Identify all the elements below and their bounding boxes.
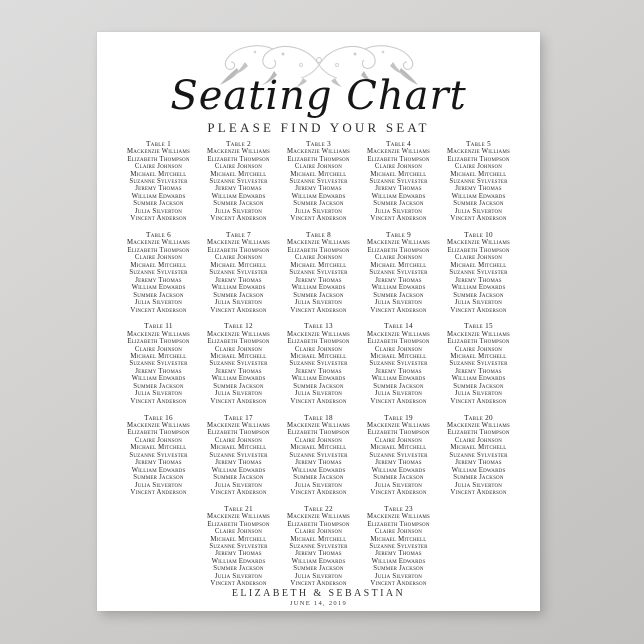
guest-name: Michael Mitchell	[370, 444, 427, 452]
guest-name: Claire Johnson	[294, 345, 343, 353]
guest-name: Elizabeth Thompson	[287, 155, 350, 163]
guest-name: Suzanne Sylvester	[449, 178, 508, 186]
table-block	[359, 140, 439, 223]
guest-name: Summer Jackson	[373, 565, 424, 573]
guest-name: Julia Silverton	[294, 481, 343, 489]
table-block	[439, 231, 519, 314]
guest-name: Elizabeth Thompson	[207, 246, 270, 254]
table-label: Table 17	[224, 413, 253, 422]
guest-name: Summer Jackson	[133, 291, 184, 299]
guest-name: Mackenzie Williams	[287, 148, 350, 156]
guest-name: Summer Jackson	[133, 474, 184, 482]
guest-name: Suzanne Sylvester	[209, 178, 268, 186]
guest-name: Vincent Anderson	[370, 306, 427, 314]
table-label: Table 8	[306, 231, 331, 240]
table-label: Table 5	[466, 140, 491, 148]
guest-name: Elizabeth Thompson	[127, 338, 190, 346]
poster-footer	[97, 588, 540, 608]
guest-name: Elizabeth Thompson	[447, 155, 510, 163]
guest-name: Jeremy Thomas	[295, 459, 342, 467]
guest-name: Elizabeth Thompson	[127, 246, 190, 254]
guest-name: Claire Johnson	[454, 254, 503, 262]
guest-name: Claire Johnson	[454, 345, 503, 353]
guest-name: Claire Johnson	[214, 528, 263, 536]
guest-name: Jeremy Thomas	[215, 550, 262, 558]
guest-name: Summer Jackson	[373, 474, 424, 482]
guest-name: Julia Silverton	[294, 207, 343, 215]
guest-name: Jeremy Thomas	[135, 185, 182, 193]
guest-name: Claire Johnson	[134, 163, 183, 171]
guest-name: Mackenzie Williams	[287, 513, 350, 521]
guest-name: Julia Silverton	[134, 481, 183, 489]
table-block	[359, 231, 439, 314]
guest-name: Suzanne Sylvester	[129, 451, 188, 459]
table-label: Table 6	[146, 231, 171, 240]
guest-name: Vincent Anderson	[370, 580, 427, 588]
guest-name: Jeremy Thomas	[135, 459, 182, 467]
guest-name: Summer Jackson	[453, 200, 504, 208]
guest-name: Claire Johnson	[214, 436, 263, 444]
guest-name: Vincent Anderson	[130, 215, 187, 223]
table-block	[279, 231, 359, 314]
guest-name: Claire Johnson	[454, 436, 503, 444]
table-label: Table 10	[464, 231, 493, 240]
guest-name: Julia Silverton	[374, 299, 423, 307]
guest-name: Michael Mitchell	[370, 170, 427, 178]
poster-subtitle: PLEASE FIND YOUR SEAT	[207, 120, 430, 135]
guest-name: William Edwards	[451, 284, 506, 292]
guest-name: William Edwards	[371, 466, 426, 474]
guest-name: Vincent Anderson	[130, 397, 187, 405]
guest-name: Mackenzie Williams	[447, 421, 510, 429]
table-block	[359, 505, 439, 588]
guest-name: Jeremy Thomas	[375, 459, 422, 467]
guest-name: Elizabeth Thompson	[447, 429, 510, 437]
guest-name: William Edwards	[451, 466, 506, 474]
guest-name: Michael Mitchell	[130, 444, 187, 452]
guest-name: Vincent Anderson	[290, 215, 347, 223]
table-block	[279, 322, 359, 405]
guest-name: Claire Johnson	[134, 436, 183, 444]
guest-name: Mackenzie Williams	[207, 330, 270, 338]
guest-name: Claire Johnson	[374, 436, 423, 444]
guest-name: Jeremy Thomas	[375, 367, 422, 375]
guest-name: William Edwards	[371, 557, 426, 565]
guest-name: William Edwards	[291, 375, 346, 383]
guest-name: Suzanne Sylvester	[209, 542, 268, 550]
guest-name: Vincent Anderson	[450, 306, 507, 314]
guest-name: Jeremy Thomas	[375, 185, 422, 193]
guest-name: Suzanne Sylvester	[289, 360, 348, 368]
guest-name: Elizabeth Thompson	[127, 155, 190, 163]
guest-name: Summer Jackson	[213, 474, 264, 482]
guest-name: Julia Silverton	[374, 572, 423, 580]
guest-name: Michael Mitchell	[450, 261, 507, 269]
guest-name: William Edwards	[371, 284, 426, 292]
guest-name: Jeremy Thomas	[375, 550, 422, 558]
table-block	[279, 414, 359, 497]
guest-name: Summer Jackson	[453, 474, 504, 482]
guest-name: Vincent Anderson	[290, 397, 347, 405]
table-block	[439, 322, 519, 405]
guest-name: Claire Johnson	[214, 163, 263, 171]
guest-name: Claire Johnson	[374, 345, 423, 353]
guest-name: Jeremy Thomas	[215, 459, 262, 467]
guest-name: Jeremy Thomas	[295, 367, 342, 375]
guest-name: Elizabeth Thompson	[367, 520, 430, 528]
guest-name: William Edwards	[451, 192, 506, 200]
guest-name: Elizabeth Thompson	[367, 338, 430, 346]
guest-name: Michael Mitchell	[370, 535, 427, 543]
guest-name: Mackenzie Williams	[207, 148, 270, 156]
guest-name: Suzanne Sylvester	[289, 178, 348, 186]
guest-name: Michael Mitchell	[210, 535, 267, 543]
guest-name: William Edwards	[291, 557, 346, 565]
guest-name: Michael Mitchell	[210, 170, 267, 178]
table-block	[119, 322, 199, 405]
guest-name: William Edwards	[371, 375, 426, 383]
guest-name: Michael Mitchell	[370, 261, 427, 269]
guest-name: Julia Silverton	[294, 299, 343, 307]
guest-name: Claire Johnson	[374, 528, 423, 536]
guest-name: Elizabeth Thompson	[447, 246, 510, 254]
guest-name: Julia Silverton	[374, 207, 423, 215]
table-label: Table 20	[464, 413, 493, 422]
guest-name: Mackenzie Williams	[207, 513, 270, 521]
guest-name: Mackenzie Williams	[447, 239, 510, 247]
guest-name: Suzanne Sylvester	[369, 360, 428, 368]
table-label: Table 7	[226, 231, 251, 240]
guest-name: Jeremy Thomas	[455, 185, 502, 193]
guest-name: Jeremy Thomas	[455, 276, 502, 284]
guest-name: Suzanne Sylvester	[209, 451, 268, 459]
guest-name: Vincent Anderson	[370, 488, 427, 496]
guest-name: Elizabeth Thompson	[287, 520, 350, 528]
table-label: Table 2	[226, 140, 251, 148]
guest-name: Mackenzie Williams	[207, 421, 270, 429]
guest-name: Mackenzie Williams	[447, 148, 510, 156]
guest-name: Jeremy Thomas	[295, 185, 342, 193]
guest-name: William Edwards	[211, 375, 266, 383]
guest-name: Elizabeth Thompson	[287, 429, 350, 437]
guest-name: Elizabeth Thompson	[367, 246, 430, 254]
guest-name: Michael Mitchell	[370, 353, 427, 361]
guest-name: Michael Mitchell	[450, 170, 507, 178]
table-label: Table 18	[304, 413, 333, 422]
guest-name: Mackenzie Williams	[367, 421, 430, 429]
guest-name: Claire Johnson	[294, 436, 343, 444]
guest-name: Jeremy Thomas	[295, 276, 342, 284]
guest-name: Elizabeth Thompson	[207, 429, 270, 437]
guest-name: Michael Mitchell	[450, 353, 507, 361]
table-label: Table 21	[224, 504, 253, 513]
guest-name: Vincent Anderson	[290, 488, 347, 496]
guest-name: William Edwards	[131, 284, 186, 292]
guest-name: Mackenzie Williams	[287, 330, 350, 338]
guest-name: Claire Johnson	[134, 254, 183, 262]
table-block	[199, 505, 279, 588]
guest-name: Suzanne Sylvester	[129, 178, 188, 186]
guest-name: William Edwards	[131, 192, 186, 200]
guest-name: Julia Silverton	[134, 207, 183, 215]
guest-name: Mackenzie Williams	[127, 421, 190, 429]
guest-name: Julia Silverton	[214, 390, 263, 398]
guest-name: Michael Mitchell	[210, 353, 267, 361]
guest-name: Mackenzie Williams	[367, 148, 430, 156]
guest-name: Julia Silverton	[294, 572, 343, 580]
guest-name: Suzanne Sylvester	[209, 360, 268, 368]
guest-name: Claire Johnson	[214, 345, 263, 353]
table-label: Table 19	[384, 413, 413, 422]
tables-grid	[118, 140, 519, 596]
guest-name: Vincent Anderson	[450, 215, 507, 223]
guest-name: Jeremy Thomas	[215, 276, 262, 284]
guest-name: Summer Jackson	[293, 200, 344, 208]
guest-name: Julia Silverton	[454, 299, 503, 307]
guest-name: Elizabeth Thompson	[207, 155, 270, 163]
guest-name: Suzanne Sylvester	[449, 269, 508, 277]
table-label: Table 15	[464, 322, 493, 331]
guest-name: Summer Jackson	[213, 291, 264, 299]
guest-name: Vincent Anderson	[450, 397, 507, 405]
guest-name: Julia Silverton	[454, 207, 503, 215]
table-label: Table 1	[146, 140, 171, 148]
guest-name: Vincent Anderson	[450, 488, 507, 496]
guest-name: Michael Mitchell	[130, 353, 187, 361]
guest-name: Elizabeth Thompson	[447, 338, 510, 346]
table-label: Table 12	[224, 322, 253, 331]
guest-name: William Edwards	[211, 192, 266, 200]
table-label: Table 4	[386, 140, 411, 148]
guest-name: Mackenzie Williams	[447, 330, 510, 338]
guest-name: Julia Silverton	[214, 207, 263, 215]
guest-name: Vincent Anderson	[210, 306, 267, 314]
guest-name: Suzanne Sylvester	[289, 451, 348, 459]
guest-name: Summer Jackson	[453, 382, 504, 390]
guest-name: Michael Mitchell	[450, 444, 507, 452]
guest-name: Suzanne Sylvester	[129, 360, 188, 368]
guest-name: Summer Jackson	[373, 382, 424, 390]
guest-name: Claire Johnson	[294, 163, 343, 171]
guest-name: Summer Jackson	[133, 200, 184, 208]
guest-name: Summer Jackson	[293, 474, 344, 482]
guest-name: Suzanne Sylvester	[209, 269, 268, 277]
guest-name: Summer Jackson	[373, 200, 424, 208]
table-block	[199, 322, 279, 405]
guest-name: Claire Johnson	[454, 163, 503, 171]
guest-name: Mackenzie Williams	[367, 513, 430, 521]
table-label: Table 3	[306, 140, 331, 148]
guest-name: Mackenzie Williams	[207, 239, 270, 247]
guest-name: William Edwards	[211, 284, 266, 292]
guest-name: Elizabeth Thompson	[367, 429, 430, 437]
table-block	[119, 231, 199, 314]
guest-name: Vincent Anderson	[210, 215, 267, 223]
guest-name: Julia Silverton	[214, 299, 263, 307]
table-label: Table 11	[144, 322, 173, 331]
guest-name: Vincent Anderson	[370, 397, 427, 405]
guest-name: Julia Silverton	[134, 390, 183, 398]
guest-name: Vincent Anderson	[370, 215, 427, 223]
guest-name: Michael Mitchell	[210, 444, 267, 452]
table-label: Table 14	[384, 322, 413, 331]
guest-name: Summer Jackson	[213, 382, 264, 390]
guest-name: Julia Silverton	[374, 390, 423, 398]
guest-name: Vincent Anderson	[130, 488, 187, 496]
table-label: Table 22	[304, 504, 333, 513]
guest-name: Julia Silverton	[374, 481, 423, 489]
guest-name: Michael Mitchell	[130, 261, 187, 269]
guest-name: Vincent Anderson	[210, 397, 267, 405]
guest-name: Suzanne Sylvester	[369, 269, 428, 277]
guest-name: William Edwards	[371, 192, 426, 200]
guest-name: Mackenzie Williams	[287, 421, 350, 429]
guest-name: Jeremy Thomas	[215, 185, 262, 193]
table-block	[359, 322, 439, 405]
guest-name: Claire Johnson	[294, 528, 343, 536]
guest-name: Elizabeth Thompson	[287, 246, 350, 254]
table-block	[279, 140, 359, 223]
guest-name: Vincent Anderson	[130, 306, 187, 314]
guest-name: Elizabeth Thompson	[367, 155, 430, 163]
guest-name: Julia Silverton	[214, 481, 263, 489]
guest-name: Suzanne Sylvester	[289, 269, 348, 277]
table-block	[199, 140, 279, 223]
guest-name: Julia Silverton	[214, 572, 263, 580]
guest-name: Vincent Anderson	[210, 488, 267, 496]
table-block	[119, 140, 199, 223]
guest-name: William Edwards	[291, 192, 346, 200]
table-label: Table 13	[304, 322, 333, 331]
guest-name: William Edwards	[291, 466, 346, 474]
guest-name: William Edwards	[211, 466, 266, 474]
guest-name: Michael Mitchell	[130, 170, 187, 178]
guest-name: Michael Mitchell	[290, 535, 347, 543]
guest-name: Suzanne Sylvester	[369, 178, 428, 186]
table-block	[439, 140, 519, 223]
table-block	[359, 414, 439, 497]
guest-name: Julia Silverton	[454, 481, 503, 489]
guest-name: Julia Silverton	[294, 390, 343, 398]
guest-name: Jeremy Thomas	[215, 367, 262, 375]
guest-name: Elizabeth Thompson	[207, 520, 270, 528]
guest-name: Mackenzie Williams	[287, 239, 350, 247]
guest-name: Claire Johnson	[374, 163, 423, 171]
guest-name: Claire Johnson	[134, 345, 183, 353]
guest-name: Jeremy Thomas	[135, 367, 182, 375]
guest-name: Mackenzie Williams	[127, 239, 190, 247]
guest-name: Jeremy Thomas	[455, 459, 502, 467]
guest-name: Elizabeth Thompson	[207, 338, 270, 346]
guest-name: Elizabeth Thompson	[287, 338, 350, 346]
guest-name: William Edwards	[291, 284, 346, 292]
guest-name: William Edwards	[131, 375, 186, 383]
guest-name: William Edwards	[211, 557, 266, 565]
guest-name: Michael Mitchell	[290, 170, 347, 178]
guest-name: Mackenzie Williams	[127, 148, 190, 156]
table-block	[439, 414, 519, 497]
guest-name: Summer Jackson	[213, 200, 264, 208]
guest-name: Vincent Anderson	[290, 580, 347, 588]
guest-name: Suzanne Sylvester	[369, 451, 428, 459]
guest-name: Michael Mitchell	[290, 261, 347, 269]
table-label: Table 9	[386, 231, 411, 240]
guest-name: Summer Jackson	[373, 291, 424, 299]
table-block	[199, 231, 279, 314]
poster-title: Seating Chart	[170, 73, 467, 119]
guest-name: Michael Mitchell	[290, 353, 347, 361]
guest-name: Summer Jackson	[293, 382, 344, 390]
guest-name: Summer Jackson	[293, 565, 344, 573]
guest-name: Claire Johnson	[294, 254, 343, 262]
guest-name: Julia Silverton	[134, 299, 183, 307]
guest-name: Elizabeth Thompson	[127, 429, 190, 437]
guest-name: Vincent Anderson	[210, 580, 267, 588]
guest-name: Jeremy Thomas	[295, 550, 342, 558]
guest-name: Julia Silverton	[454, 390, 503, 398]
guest-name: Summer Jackson	[453, 291, 504, 299]
guest-name: William Edwards	[131, 466, 186, 474]
guest-name: Summer Jackson	[213, 565, 264, 573]
guest-name: Vincent Anderson	[290, 306, 347, 314]
guest-name: Claire Johnson	[214, 254, 263, 262]
guest-name: Suzanne Sylvester	[289, 542, 348, 550]
guest-name: Jeremy Thomas	[135, 276, 182, 284]
table-block	[199, 414, 279, 497]
table-block	[119, 414, 199, 497]
guest-name: William Edwards	[451, 375, 506, 383]
guest-name: Suzanne Sylvester	[129, 269, 188, 277]
guest-name: Mackenzie Williams	[367, 239, 430, 247]
event-date: JUNE 14, 2019	[289, 600, 348, 607]
couple-names: ELIZABETH & SEBASTIAN	[231, 588, 406, 599]
seating-chart-poster	[97, 32, 540, 611]
guest-name: Summer Jackson	[293, 291, 344, 299]
guest-name: Claire Johnson	[374, 254, 423, 262]
guest-name: Michael Mitchell	[210, 261, 267, 269]
guest-name: Suzanne Sylvester	[449, 360, 508, 368]
guest-name: Jeremy Thomas	[375, 276, 422, 284]
guest-name: Suzanne Sylvester	[449, 451, 508, 459]
guest-name: Michael Mitchell	[290, 444, 347, 452]
guest-name: Summer Jackson	[133, 382, 184, 390]
table-block	[279, 505, 359, 588]
guest-name: Mackenzie Williams	[127, 330, 190, 338]
guest-name: Mackenzie Williams	[367, 330, 430, 338]
table-label: Table 23	[384, 504, 413, 513]
guest-name: Suzanne Sylvester	[369, 542, 428, 550]
table-label: Table 16	[144, 413, 173, 422]
guest-name: Jeremy Thomas	[455, 367, 502, 375]
